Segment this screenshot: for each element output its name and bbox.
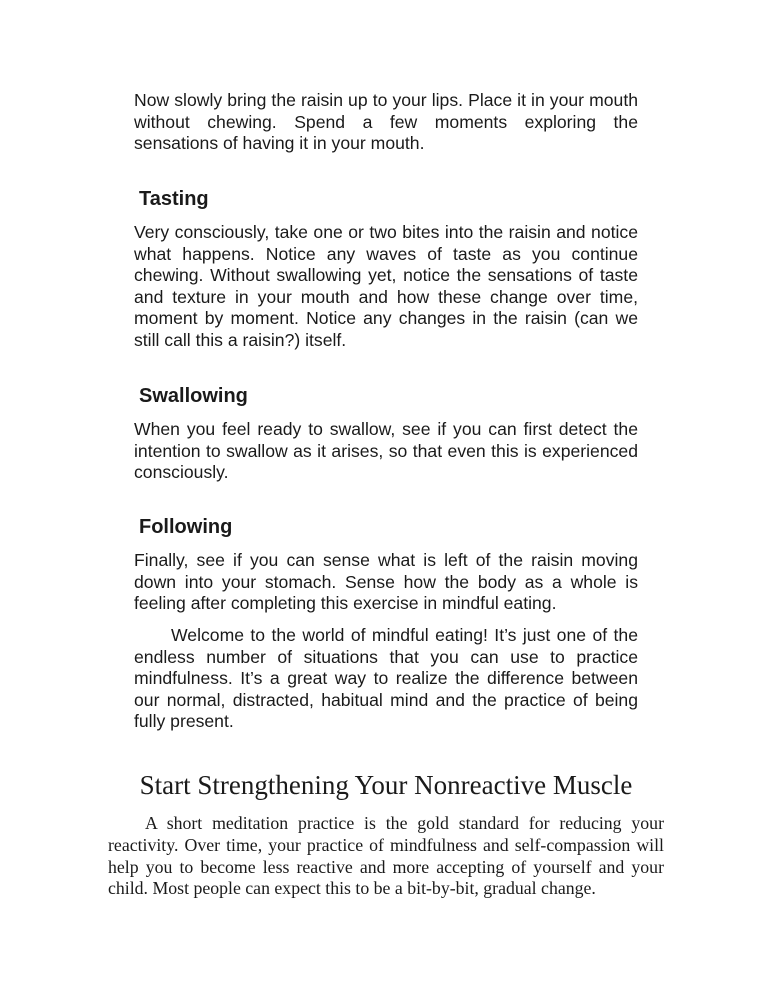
swallowing-paragraph: When you feel ready to swallow, see if you can first detect the intention to swallow as it arises, so that even this is experienced consciously. xyxy=(134,419,638,483)
welcome-paragraph: Welcome to the world of mindful eating! It’s just one of the endless number of situations that you can use to practice mindfulness. It’s a great way to realize the difference between our normal, distracted, habitual mind and the practice of being fully present. xyxy=(134,625,638,732)
swallowing-heading: Swallowing xyxy=(139,385,248,407)
nonreactive-paragraph: A short meditation practice is the gold standard for reducing your reactivity. Over time, your practice of mindfulness and self-compassion will help you to become less reactive and more accepting of yourself and your child. Most people can expect this to be a bit-by-bit, gradual change. xyxy=(108,813,664,899)
tasting-paragraph: Very consciously, take one or two bites into the raisin and notice what happens. Notice any waves of taste as you continue chewing. Without swallowing yet, notice the sensations of taste and texture in your mouth and how these change over time, moment by moment. Notice any changes in the raisin (can we still call this a raisin?) itself. xyxy=(134,222,638,350)
intro-paragraph: Now slowly bring the raisin up to your lips. Place it in your mouth without chewing. Spend a few moments exploring the sensations of having it in your mouth. xyxy=(134,90,638,154)
following-heading: Following xyxy=(139,516,233,538)
section-title: Start Strengthening Your Nonreactive Muscle xyxy=(139,770,633,800)
tasting-heading: Tasting xyxy=(139,188,209,210)
following-paragraph: Finally, see if you can sense what is left of the raisin moving down into your stomach. Sense how the body as a whole is feeling after completing this exercise in mindful eating. xyxy=(134,550,638,614)
